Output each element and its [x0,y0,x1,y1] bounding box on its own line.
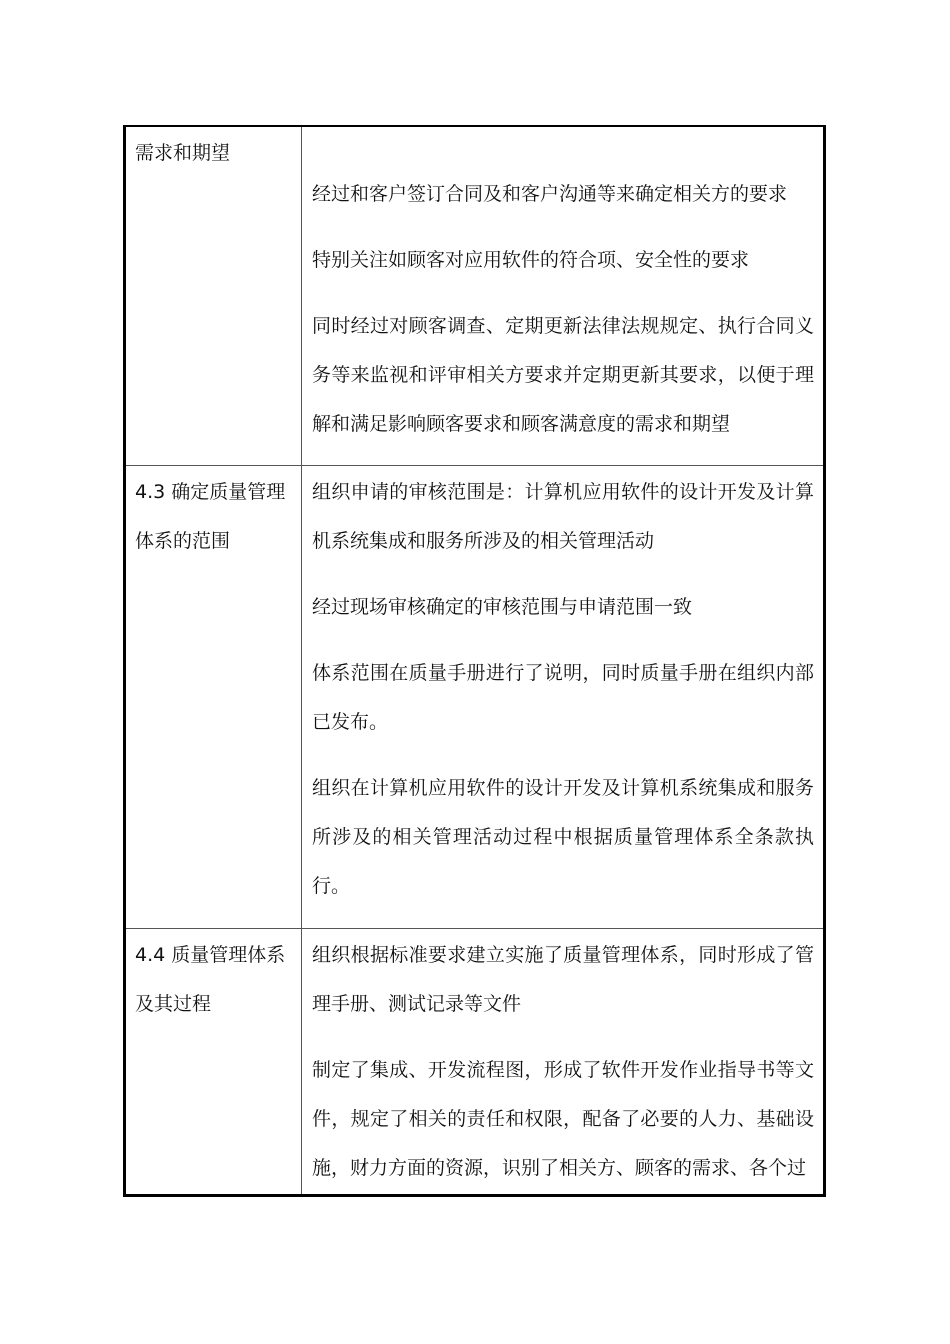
evidence-cell [302,465,825,928]
evidence-paragraph: 组织根据标准要求建立实施了质量管理体系，同时形成了管理手册、测试记录等文件 [312,943,814,1015]
clause-label: 4.3 确定质量管理体系的范围 [135,480,286,552]
evidence-paragraph: 经过现场审核确定的审核范围与申请范围一致 [312,595,693,618]
evidence-paragraph: 同时经过对顾客调查、定期更新法律法规规定、执行合同义务等来监视和评审相关方要求并定期更新其要求，以便于理解和满足影响顾客要求和顾客满意度的需求和期望 [312,315,814,435]
table-row [125,928,825,1195]
audit-record-table [123,125,826,1197]
clause-label: 4.4 质量管理体系及其过程 [135,943,286,1015]
evidence-paragraph: 组织在计算机应用软件的设计开发及计算机系统集成和服务所涉及的相关管理活动过程中根据质量管理体系全条款执行。 [312,776,814,897]
clause-cell [125,126,302,465]
evidence-paragraph: 经过和客户签订合同及和客户沟通等来确定相关方的要求 [312,183,788,205]
evidence-cell [302,126,825,465]
evidence-paragraph: 体系范围在质量手册进行了说明，同时质量手册在组织内部已发布。 [312,661,814,733]
clause-cell [125,465,302,928]
table-row [125,126,825,465]
clause-cell [125,928,302,1195]
evidence-cell [302,928,825,1195]
evidence-paragraph: 特别关注如顾客对应用软件的符合项、安全性的要求 [312,249,750,271]
clause-label: 需求和期望 [135,142,231,164]
evidence-paragraph: 组织申请的审核范围是：计算机应用软件的设计开发及计算机系统集成和服务所涉及的相关管理活动 [312,480,814,552]
table-row [125,465,825,928]
evidence-paragraph: 制定了集成、开发流程图，形成了软件开发作业指导书等文件，规定了相关的责任和权限，配备了必要的人力、基础设施，财力方面的资源，识别了相关方、顾客的需求、各个过 [312,1058,814,1179]
